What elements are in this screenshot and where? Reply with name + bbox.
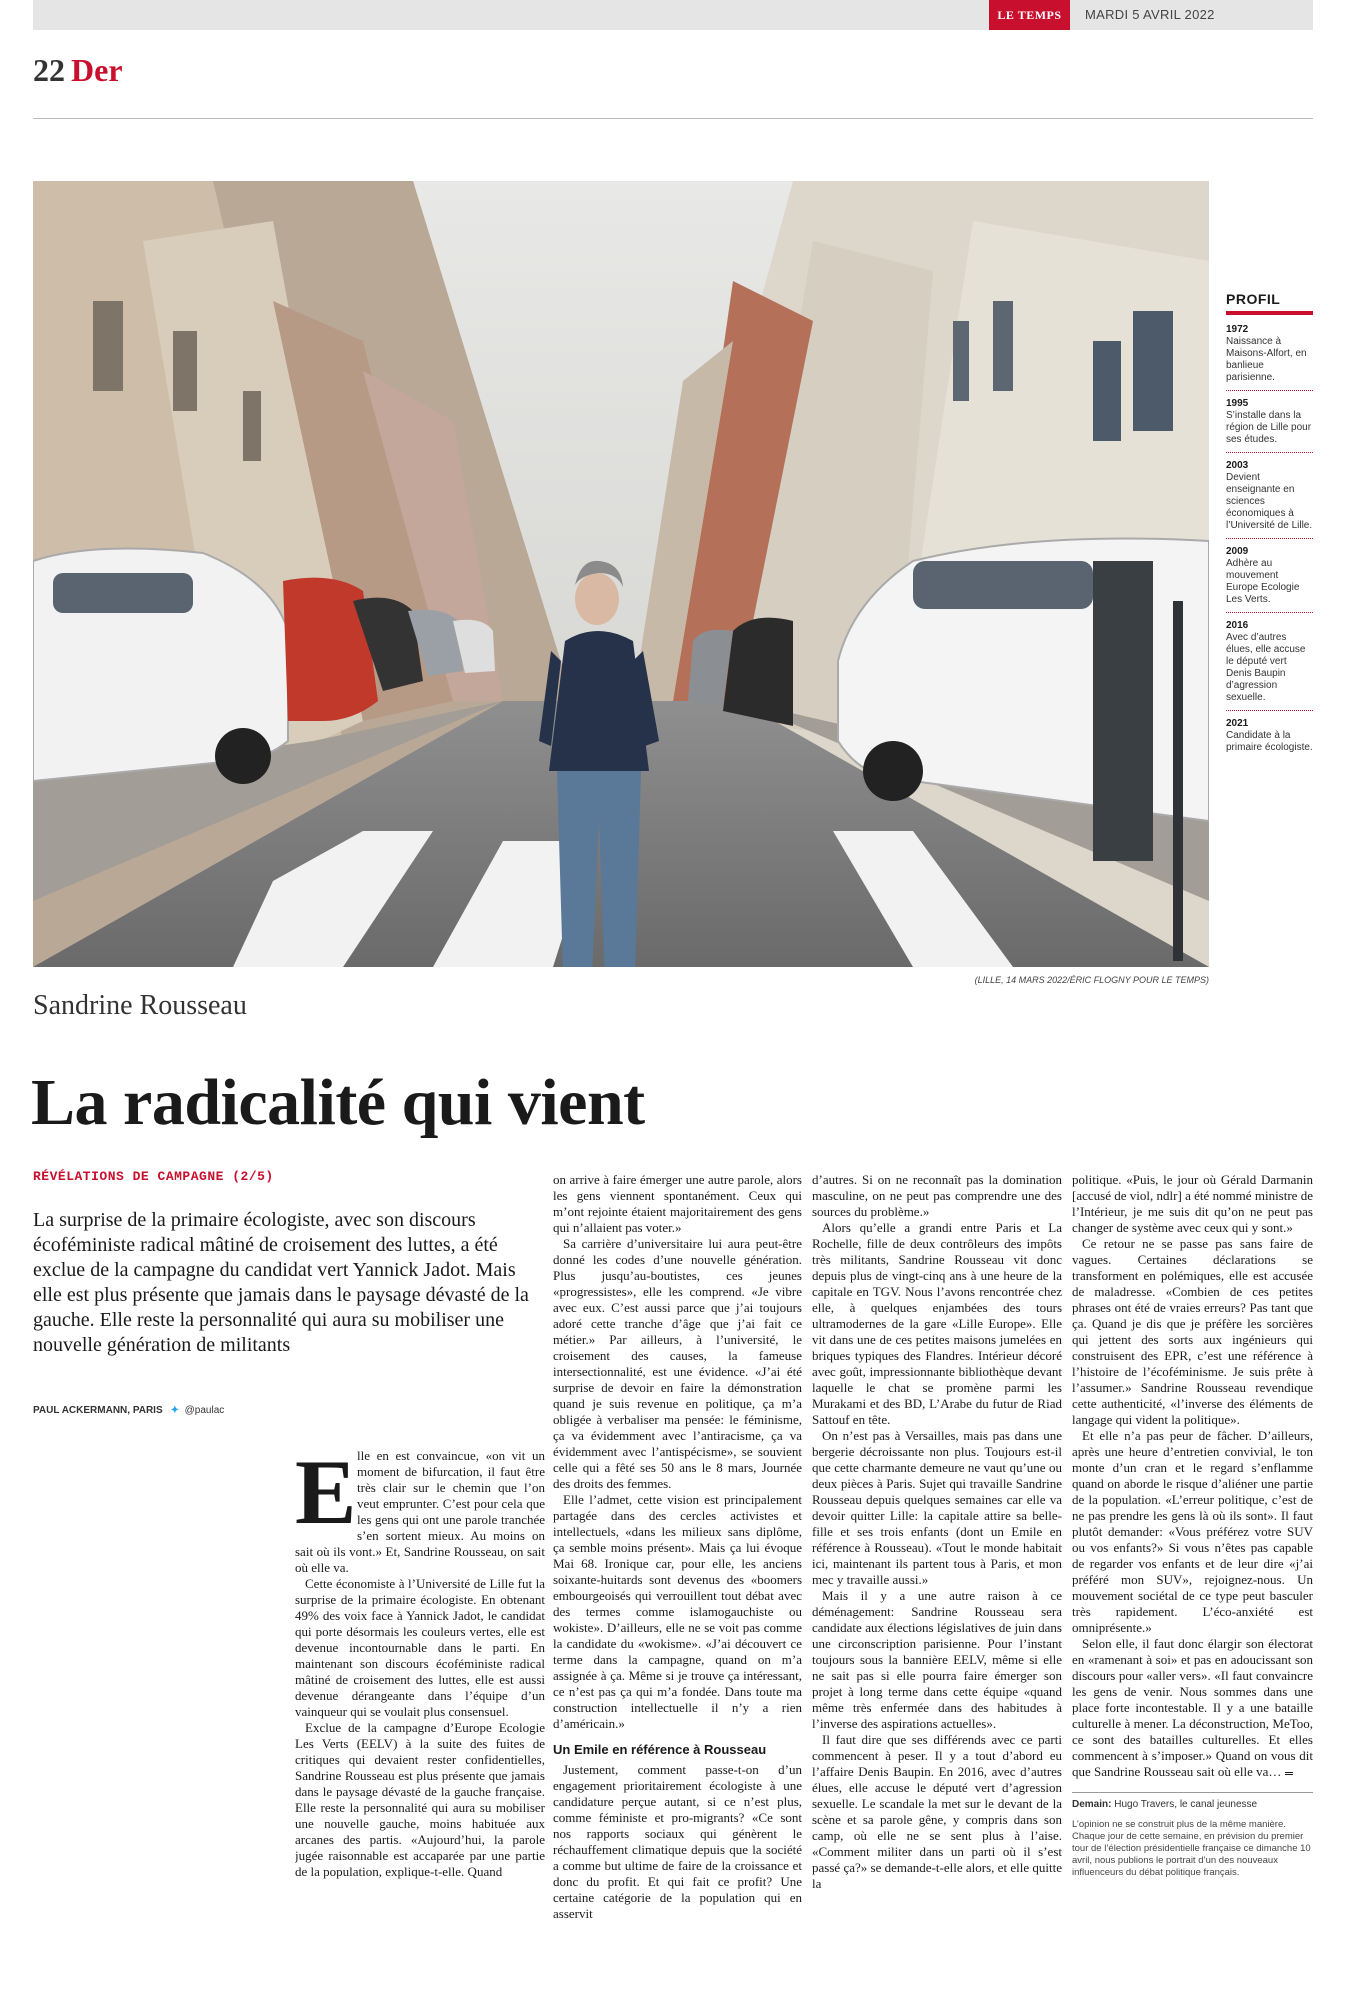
profile-year: 2021	[1226, 718, 1249, 729]
profile-text: Avec d’autres élues, elle accuse le député vert Denis Baupin d’agression sexuelle.	[1226, 632, 1306, 703]
series-note: L’opinion ne se construit plus de la même manière. Chaque jour de cette semaine, en prévision du premier tour de l’élection présidentielle française ce dimanche 10 avril, nous publions le portrait d’un des nouveaux influenceurs du débat politique français.	[1072, 1819, 1311, 1878]
final-paragraph-text: Selon elle, il faut donc élargir son électorat en «ramenant à soi» et pas en adoucissant son discours pour «aller vers». «Il faut convaincre les gens de venir. Nous sommes dans une place forte incontestable. Il y a une bataille culturelle à mener. La déconstruction, MeToo, ce sont des batailles culturelles. Et elles commencent à s’imposer.» Quand on vous dit que Sandrine Rousseau sait où elle va…	[1072, 1636, 1313, 1779]
paragraph: lle en est convaincue, «on vit un moment de bifurcation, il faut être très clair sur le chemin que l’on veut emprunter. C’est pour cela que les gens qui ont une parole tranchée s’en sortent mieux. Au moins on sait où ils vont.» Et, Sandrine Rousseau, on sait où elle va.	[295, 1448, 545, 1575]
series-kicker[interactable]: RÉVÉLATIONS DE CAMPAGNE (2/5)	[33, 1169, 274, 1184]
profile-item	[1226, 323, 1313, 391]
profile-text: Devient enseignante en sciences économiques à l’Université de Lille.	[1226, 472, 1313, 531]
paragraph: Sa carrière d’universitaire lui aura peut-être donné les codes d’une nouvelle génération. Plus jusqu’au-boutistes, ces jeunes «progressistes», elle les comprend. «Je vibre avec eux. C’est aussi parce que j’ai toujours adoré cette tranche d’âge que j’ai fait ce métier.» Par ailleurs, à l’université, le croisement des causes, la fameuse intersectionnalité, est une évidence. «J’ai été surprise de devoir en faire la démonstration quand je suis revenue en politique, ça m’a obligée à verbaliser ma pensée: le féminisme, ça va évidemment avec l’antiracisme, ça va évidemment avec l’antispécisme», se souvient celle qui a fêté ses 50 ans le 8 mars, Journée des droits des femmes.	[553, 1236, 802, 1491]
profile-item	[1226, 619, 1313, 711]
headline: La radicalité qui vient	[31, 1066, 645, 1139]
paragraph: Elle l’admet, cette vision est principalement partagée dans des cercles activistes et intellectuels, «dans les milieux sans diplôme, ça semble moins présent». Mais ça lui évoque Mai 68. Ironique car, pour elle, les anciens soixante-huitards sont devenus des «boomers embourgeoisés qui verrouillent tout débat avec des termes comme islamogauchiste ou wokiste». D’ailleurs, elle ne se voit pas comme la candidate du «wokisme». «J’ai découvert ce terme dans la campagne, quand on m’a assignée à ça. Même si je trouve ça intéressant, ce n’est pas ça qui m’a fondée. Dans toute ma construction intellectuelle il n’y a rien d’américain.»	[553, 1492, 802, 1731]
profile-year: 1995	[1226, 398, 1249, 409]
profile-year: 2016	[1226, 620, 1249, 631]
subject-name: Sandrine Rousseau	[33, 990, 247, 1021]
paragraph: Il faut dire que ses différends avec ce parti commencent à peser. Il y a tout d’abord eu l’affaire Denis Baupin. En 2016, avec d’autres élues, elle accuse le député vert d’agression sexuelle. Le scandale la met sur le devant de la scène et sa parole gêne, y compris dans son camp, où elle ne se sent plus à l’aise. «Comment militer dans un parti où il s’est passé ça?» se demande-t-elle alors, et elle quitte la	[812, 1732, 1062, 1891]
paragraph: On n’est pas à Versailles, mais pas dans une bergerie décroissante non plus. Toujours est-il que cette charmante demeure ne vaut qu’une ou deux pièces à Paris. Sujet qui travaille Sandrine Rousseau depuis quelques semaines car elle va devoir quitter Lille: la capitale attire sa belle-fille et ses trois enfants (dont un Emile en référence à Rousseau). «Tout le monde habitait ici, maintenant ils partent tous à Paris, et mon mec y travaille aussi.»	[812, 1428, 1062, 1587]
page-number: 22	[33, 52, 65, 88]
section-name[interactable]: Der	[71, 52, 123, 88]
profile-item	[1226, 459, 1313, 539]
paragraph: Ce retour ne se passe pas sans faire de vagues. Certaines déclarations se transforment en polémiques, elle est accusée de maladresse. «Combien de ces petites phrases ont été de vraies erreurs? Pas tant que ça. Quand je dis que je préfère les sorcières qui jettent des sorts aux ingénieurs qui construisent des EPR, c’est une référence à l’histoire de l’écoféminisme. Je suis prête à l’assumer.» Sandrine Rousseau revendique cette authenticité, «l’inverse des éléments de langage qui vident la politique».	[1072, 1236, 1313, 1427]
article-column-2	[553, 1172, 802, 1985]
intertitle: Un Emile en référence à Rousseau	[553, 1742, 767, 1757]
paragraph: on arrive à faire émerger une autre parole, alors les gens viennent spontanément. Ceux qui m’ont rejointe étaient majoritairement des gens qui n’allaient pas voter.»	[553, 1172, 802, 1235]
profile-year: 1972	[1226, 324, 1249, 335]
profile-text: Adhère au mouvement Europe Ecologie Les Verts.	[1226, 558, 1300, 605]
profile-text: Naissance à Maisons-Alfort, en banlieue parisienne.	[1226, 336, 1307, 383]
street-scene	[33, 181, 1209, 967]
profile-text: S’installe dans la région de Lille pour ses études.	[1226, 410, 1312, 445]
paragraph: Alors qu’elle a grandi entre Paris et La Rochelle, fille de deux contrôleurs des impôts très militants, Sandrine Rousseau vit donc depuis plus de vingt-cinq ans à une heure de la capitale en TGV. Nous l’avons rencontrée chez elle, à quelques enjambées des tours ultramodernes de la gare «Lille Europe». Elle vit dans une de ces petites maisons jumelées en briques typiques des Flandres. Intérieur décoré avec goût, impressionnante bibliothèque devant laquelle le chat se promène parmi les Murakami et des BD, L’Arabe du futur de Riad Sattouf en tête.	[812, 1220, 1062, 1427]
paragraph: Exclue de la campagne d’Europe Ecologie Les Verts (EELV) à la suite des fuites de critiques qui devaient rester confidentielles, Sandrine Rousseau est plus présente que jamais dans le paysage dévasté de la gauche française. Elle reste la personnalité qui aura su mobiliser une nouvelle gauche, moins habituée aux arcanes des partis. «Aujourd’hui, la parole jugée raisonnable est accaparée par une partie de la population, explique-t-elle. Quand	[295, 1720, 545, 1879]
end-of-article-mark	[1285, 1772, 1293, 1775]
paragraph: Justement, comment passe-t-on d’un engagement prioritairement écologiste à une candidature perçue autant, si ce n’est plus, comme féministe et pro-migrants? «Ce sont nos rapports sociaux qui génèrent le réchauffement climatique depuis que la société a comme but ultime de faire de la croissance et donc du profit. Et qui fait ce profit? Une certaine catégorie de la population qui en asservit	[553, 1762, 802, 1921]
profile-item	[1226, 397, 1313, 453]
next-episode-label: Demain:	[1072, 1799, 1112, 1810]
photo-credit: (LILLE, 14 MARS 2022/ÉRIC FLOGNY POUR LE TEMPS)	[974, 975, 1209, 985]
paragraph: Et elle n’a pas peur de fâcher. D’ailleurs, après une heure d’entretien convivial, le ton monte d’un cran et le regard s’enflamme quand on aborde le risque d’aliéner une partie de la population. «L’erreur politique, c’est de ne pas prendre les gens là où ils sont». Il faut plutôt demander: «Vous préférez votre SUV ou vos enfants?» Si vous n’êtes pas capable de regarder vos enfants et de leur dire «j’ai préféré mon SUV», rejoignez-nous. Un mouvement sociétal de ce type peut basculer très rapidement. L’éco-anxiété est omniprésente.»	[1072, 1428, 1313, 1635]
paragraph: politique. «Puis, le jour où Gérald Darmanin [accusé de viol, ndlr] a été nommé ministre de l’Intérieur, je me suis dit qu’on ne peut pas changer de système avec ceux qui y sont.»	[1072, 1172, 1313, 1235]
profile-year: 2003	[1226, 460, 1249, 471]
paragraph: Mais il y a une autre raison à ce déménagement: Sandrine Rousseau sera candidate aux élections législatives de juin dans une circonscription parisienne. Pour l’instant toujours sous la bannière EELV, même si elle ne sait pas si elle pourra faire émerger son projet à long terme dans cette équipe «quand même très enfermée dans des habitudes à l’inverse des aspirations actuelles».	[812, 1588, 1062, 1731]
article-lead: La surprise de la primaire écologiste, avec son discours écoféministe radical mâtiné de croisement des luttes, a été exclue de la campagne du candidat vert Yannick Jadot. Mais elle est plus présente que jamais dans le paysage dévasté de la gauche. Elle reste la personnalité qui aura su mobiliser une nouvelle génération de militants	[33, 1209, 529, 1356]
issue-date: MARDI 5 AVRIL 2022	[1085, 7, 1215, 22]
article-column-4	[1072, 1172, 1313, 1985]
profile-accent-bar	[1226, 311, 1313, 315]
drop-cap: E	[295, 1448, 357, 1543]
article-column-3	[812, 1172, 1062, 1985]
paragraph: d’autres. Si on ne reconnaît pas la domination masculine, on ne peut pas comprendre une des sources du problème.»	[812, 1172, 1062, 1219]
page-header	[33, 50, 123, 90]
profile-item	[1226, 717, 1313, 760]
author-twitter-handle[interactable]: @paulac	[184, 1405, 225, 1416]
top-bar	[33, 0, 1313, 30]
byline	[33, 1404, 224, 1418]
header-divider	[33, 118, 1313, 119]
profile-item	[1226, 545, 1313, 613]
author-name: PAUL ACKERMANN, PARIS	[33, 1405, 163, 1416]
paragraph: Cette économiste à l’Université de Lille fut la surprise de la primaire écologiste. En obtenant 49% des voix face à Yannick Jadot, le candidat qui porte désormais les couleurs vertes, elle est devenue incontournable dans le parti. En maintenant son discours écoféministe radical mâtiné de croisement des luttes, elle est aussi devenue dérangeante dans l’équipe d’un vainqueur qui se voulait plus consensuel.	[295, 1576, 545, 1719]
profile-title: PROFIL	[1226, 291, 1281, 307]
profile-sidebar	[1226, 290, 1313, 766]
next-episode-text[interactable]: Hugo Travers, le canal jeunesse	[1114, 1799, 1258, 1810]
profile-text: Candidate à la primaire écologiste.	[1226, 730, 1313, 753]
portrait-photo	[33, 181, 1209, 967]
twitter-bird-icon: ✦	[170, 1404, 180, 1416]
profile-year: 2009	[1226, 546, 1249, 557]
paragraph	[1072, 1636, 1313, 1780]
brand-logo[interactable]: LE TEMPS	[989, 0, 1070, 30]
article-column-1	[295, 1448, 545, 1983]
next-episode-box	[1072, 1792, 1313, 1879]
